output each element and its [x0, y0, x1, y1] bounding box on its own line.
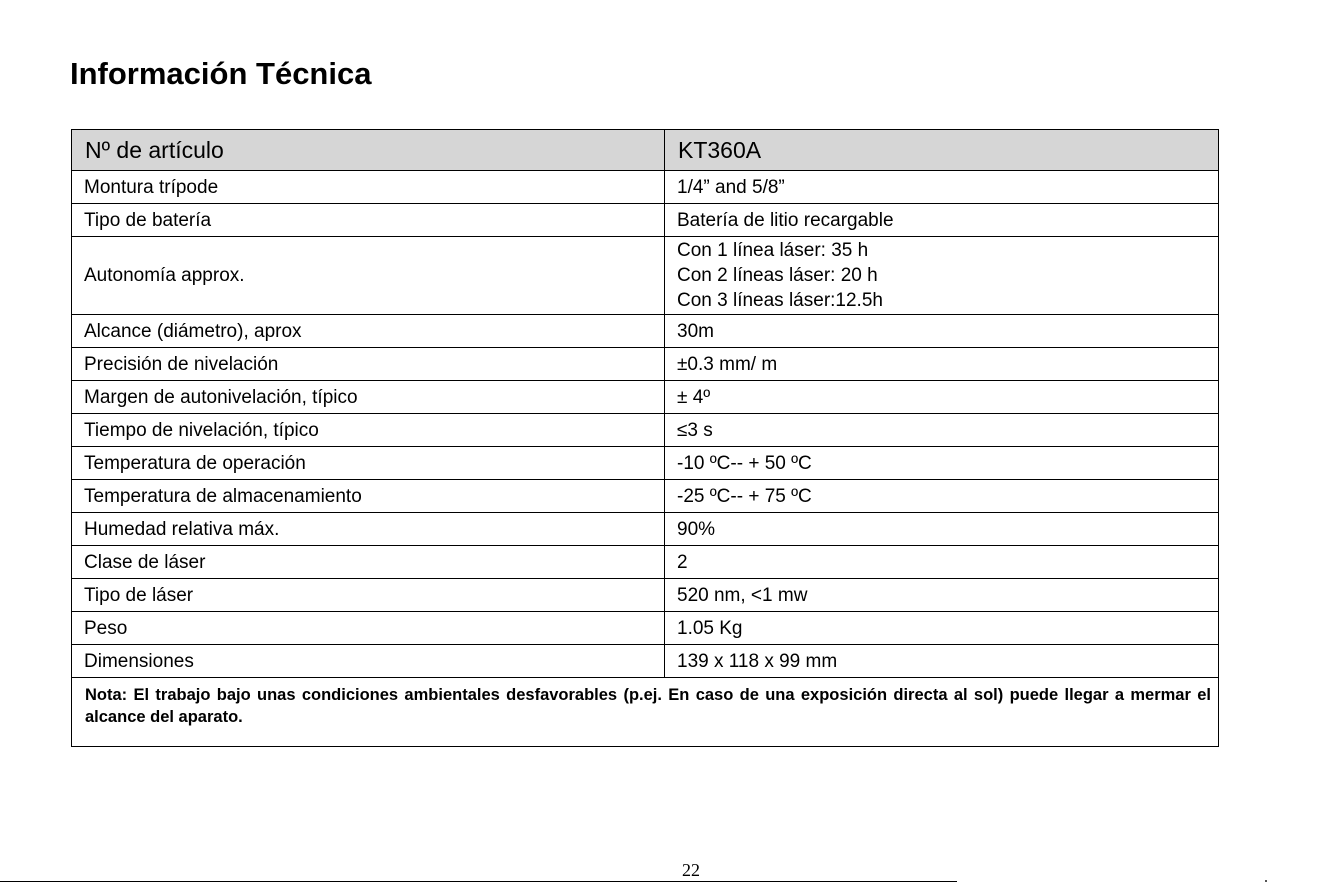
- page-title: Información Técnica: [70, 56, 372, 91]
- spec-label: Temperatura de almacenamiento: [72, 480, 665, 513]
- table-row: [72, 645, 1219, 678]
- spec-value: ±0.3 mm/ m: [665, 348, 1219, 381]
- spec-label: Tipo de batería: [72, 204, 665, 237]
- spec-value: 1/4” and 5/8”: [665, 171, 1219, 204]
- table-row: [72, 237, 1219, 315]
- spec-label: Peso: [72, 612, 665, 645]
- spec-value: 1.05 Kg: [665, 612, 1219, 645]
- table-row: [72, 447, 1219, 480]
- note-text: Nota: El trabajo bajo unas condiciones ambientales desfavorables (p.ej. En caso de una exposición directa al sol) puede llegar a mermar el alcance del aparato.: [72, 678, 1219, 747]
- spec-label: Margen de autonivelación, típico: [72, 381, 665, 414]
- spec-value: ≤3 s: [665, 414, 1219, 447]
- page-number: 22: [682, 860, 700, 880]
- table-row: [72, 546, 1219, 579]
- table-note-row: [72, 678, 1219, 747]
- footer-mark: [1265, 880, 1267, 882]
- table-row: [72, 315, 1219, 348]
- spec-value-line: Con 2 líneas láser: 20 h: [677, 265, 878, 286]
- spec-value: -25 ºC-- + 75 ºC: [665, 480, 1219, 513]
- footer-divider: [0, 881, 957, 882]
- table-row: [72, 513, 1219, 546]
- spec-value: 139 x 118 x 99 mm: [665, 645, 1219, 678]
- table-header-row: [72, 130, 1219, 171]
- technical-specifications-table: [71, 129, 1219, 747]
- spec-label: Alcance (diámetro), aprox: [72, 315, 665, 348]
- spec-value-multiline: [665, 237, 1219, 315]
- spec-label: Temperatura de operación: [72, 447, 665, 480]
- header-model-cell: KT360A: [665, 130, 1219, 171]
- table-row: [72, 381, 1219, 414]
- spec-label: Tiempo de nivelación, típico: [72, 414, 665, 447]
- spec-value-line: Con 3 líneas láser:12.5h: [677, 290, 883, 311]
- table-row: [72, 480, 1219, 513]
- spec-value: Batería de litio recargable: [665, 204, 1219, 237]
- spec-label: Precisión de nivelación: [72, 348, 665, 381]
- spec-label: Autonomía approx.: [72, 237, 665, 315]
- table-row: [72, 171, 1219, 204]
- spec-value-line: Con 1 línea láser: 35 h: [677, 240, 869, 261]
- table-row: [72, 348, 1219, 381]
- spec-value: -10 ºC-- + 50 ºC: [665, 447, 1219, 480]
- spec-value: 90%: [665, 513, 1219, 546]
- spec-label: Humedad relativa máx.: [72, 513, 665, 546]
- spec-value: 520 nm, <1 mw: [665, 579, 1219, 612]
- table-row: [72, 204, 1219, 237]
- table-row: [72, 612, 1219, 645]
- spec-value: 2: [665, 546, 1219, 579]
- spec-value: 30m: [665, 315, 1219, 348]
- table-row: [72, 579, 1219, 612]
- spec-label: Dimensiones: [72, 645, 665, 678]
- spec-label: Montura trípode: [72, 171, 665, 204]
- spec-label: Tipo de láser: [72, 579, 665, 612]
- spec-value: ± 4º: [665, 381, 1219, 414]
- header-label-cell: Nº de artículo: [72, 130, 665, 171]
- spec-label: Clase de láser: [72, 546, 665, 579]
- table-row: [72, 414, 1219, 447]
